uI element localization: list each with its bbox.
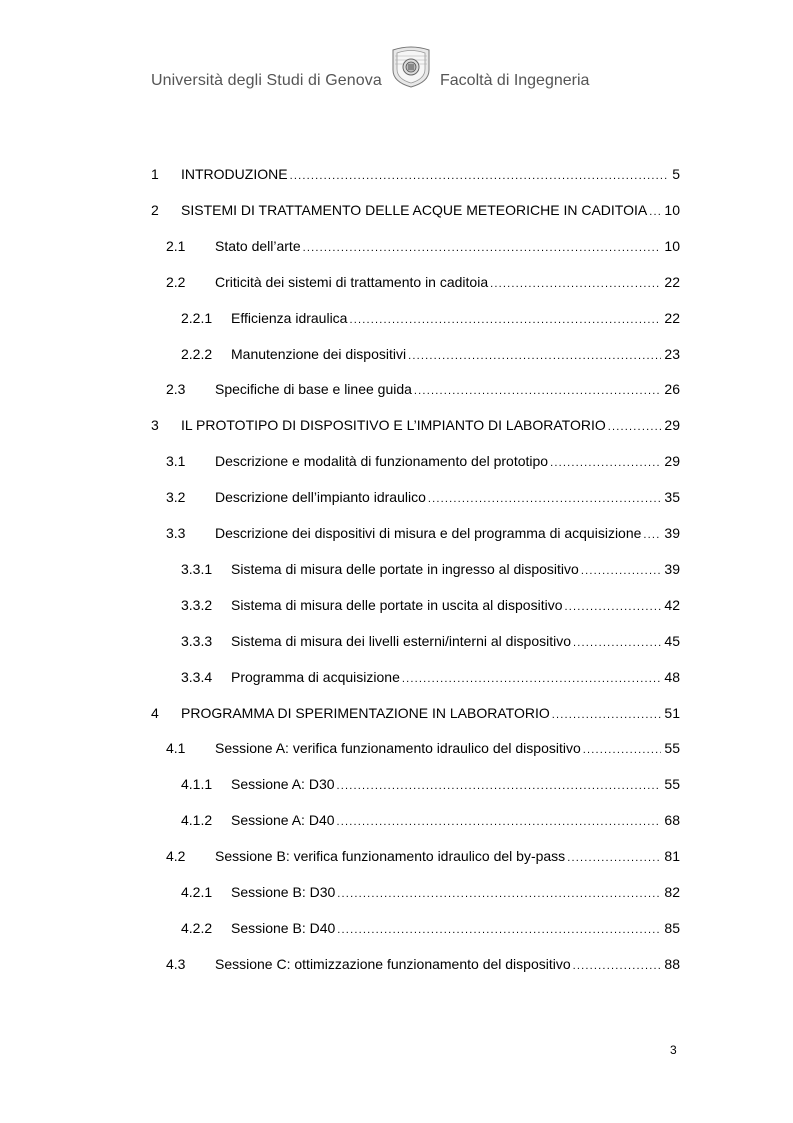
toc-entry-title: INTRODUZIONE [181, 166, 288, 182]
toc-entry[interactable] [0, 596, 680, 614]
toc-leader-dots [490, 275, 661, 291]
toc-leader-dots [567, 849, 661, 865]
toc-entry-title: Stato dell’arte [215, 237, 301, 254]
toc-entry-title: PROGRAMMA DI SPERIMENTAZIONE IN LABORATORIO [181, 704, 550, 721]
toc-entry-number: 3.3.1 [181, 560, 213, 577]
toc-entry-page: 35 [664, 489, 680, 506]
toc-entry-page: 39 [664, 560, 680, 577]
toc-entry-number: 3.3.3 [181, 632, 213, 649]
toc-entry-number: 2.1 [166, 237, 186, 254]
toc-entry[interactable] [0, 632, 680, 650]
toc-entry-title: Sistema di misura dei livelli esterni/interni al dispositivo [231, 632, 572, 649]
toc-leader-dots [337, 885, 661, 901]
toc-entry-page: 23 [664, 345, 680, 362]
toc-entry-title: Sessione C: ottimizzazione funzionamento del dispositivo [215, 955, 571, 972]
toc-leader-dots [643, 526, 661, 542]
toc-entry-page: 22 [664, 273, 680, 290]
toc-entry[interactable] [0, 883, 680, 901]
toc-leader-dots [573, 957, 662, 973]
toc-leader-dots [649, 203, 661, 219]
toc-entry-page: 26 [664, 381, 680, 398]
toc-entry-number: 4.2.2 [181, 919, 213, 936]
toc-leader-dots [337, 813, 662, 829]
toc-entry[interactable] [0, 309, 680, 327]
toc-entry-title: Descrizione dell’impianto idraulico [215, 489, 426, 506]
toc-leader-dots [573, 634, 661, 650]
toc-entry[interactable] [0, 919, 680, 937]
toc-entry-page: 39 [664, 525, 680, 541]
toc-entry-number: 4.1.1 [181, 776, 213, 793]
university-name: Università degli Studi di Genova [151, 72, 382, 89]
toc-entry-number: 1 [151, 166, 159, 182]
toc-leader-dots [337, 777, 662, 793]
toc-entry-page: 10 [664, 237, 680, 254]
toc-leader-dots [565, 598, 662, 614]
toc-entry-title: Manutenzione dei dispositivi [231, 345, 407, 362]
toc-leader-dots [402, 670, 662, 686]
toc-entry-page: 51 [664, 704, 680, 721]
toc-entry-number: 4.1.2 [181, 812, 213, 829]
toc-entry-number: 2.2 [166, 273, 186, 290]
toc-entry-page: 5 [672, 166, 680, 182]
toc-entry-page: 29 [664, 417, 680, 434]
toc-entry-title: Sessione A: verifica funzionamento idraulico del dispositivo [215, 740, 581, 757]
toc-entry-title: Sessione A: D40 [231, 812, 335, 829]
toc-entry-page: 10 [664, 201, 680, 218]
toc-entry-title: Sistema di misura delle portate in uscita al dispositivo [231, 596, 563, 613]
toc-entry[interactable] [0, 739, 680, 757]
toc-entry-title: Sistema di misura delle portate in ingresso al dispositivo [231, 560, 579, 577]
toc-entry[interactable] [0, 201, 680, 219]
toc-entry[interactable] [0, 847, 680, 865]
toc-entry-title: Sessione A: D30 [231, 776, 335, 793]
toc-entry[interactable] [0, 237, 680, 255]
toc-entry-page: 82 [664, 884, 680, 900]
toc-entry-page: 45 [664, 632, 680, 649]
toc-entry[interactable] [0, 380, 680, 398]
toc-entry-number: 4.2 [166, 848, 186, 865]
toc-entry[interactable] [0, 488, 680, 506]
toc-entry[interactable] [0, 524, 680, 542]
toc-entry-page: 81 [664, 848, 680, 865]
toc-entry[interactable] [0, 811, 680, 829]
toc-leader-dots [552, 706, 662, 722]
toc-entry-page: 22 [664, 309, 680, 326]
toc-entry-page: 88 [664, 955, 680, 972]
toc-leader-dots [428, 490, 662, 506]
toc-leader-dots [290, 167, 670, 183]
toc-leader-dots [550, 454, 661, 470]
toc-entry-page: 55 [664, 740, 680, 757]
toc-entry-page: 85 [664, 919, 680, 936]
toc-entry-number: 2.2.2 [181, 345, 213, 362]
toc-entry-number: 4.1 [166, 740, 186, 757]
toc-entry-number: 3.1 [166, 453, 186, 470]
toc-entry-title: Sessione B: D40 [231, 919, 336, 936]
toc-entry-page: 48 [664, 668, 680, 685]
toc-entry-number: 4.2.1 [181, 884, 213, 900]
toc-entry[interactable] [0, 416, 680, 434]
toc-entry-title: SISTEMI DI TRATTAMENTO DELLE ACQUE METEORICHE IN CADITOIA [181, 201, 648, 218]
toc-entry-page: 42 [664, 596, 680, 613]
faculty-name: Facoltà di Ingegneria [440, 72, 590, 89]
toc-leader-dots [303, 239, 662, 255]
toc-entry-title: Efficienza idraulica [231, 309, 348, 326]
toc-entry-number: 3.3.4 [181, 668, 213, 685]
toc-entry[interactable] [0, 345, 680, 363]
toc-leader-dots [581, 562, 662, 578]
toc-entry[interactable] [0, 955, 680, 973]
toc-entry-title: Specifiche di base e linee guida [215, 381, 412, 398]
toc-entry-page: 29 [664, 453, 680, 470]
toc-entry-number: 2 [151, 201, 159, 218]
toc-entry-title: IL PROTOTIPO DI DISPOSITIVO E L’IMPIANTO DI LABORATORIO [181, 417, 606, 434]
toc-entry[interactable] [0, 452, 680, 470]
toc-entry-title: Programma di acquisizione [231, 668, 400, 685]
toc-entry[interactable] [0, 775, 680, 793]
toc-entry[interactable] [0, 273, 680, 291]
toc-entry-number: 3.3 [166, 525, 186, 541]
toc-entry-title: Sessione B: verifica funzionamento idraulico del by-pass [215, 848, 566, 865]
toc-leader-dots [583, 741, 662, 757]
toc-entry-number: 4 [151, 704, 159, 721]
toc-entry-title: Descrizione dei dispositivi di misura e del programma di acquisizione [215, 525, 642, 541]
toc-entry-page: 55 [664, 776, 680, 793]
toc-entry[interactable] [0, 165, 680, 183]
toc-leader-dots [337, 921, 661, 937]
toc-entry[interactable] [0, 704, 680, 722]
toc-leader-dots [608, 418, 662, 434]
toc-entry-number: 3 [151, 417, 159, 434]
toc-leader-dots [408, 347, 661, 363]
toc-leader-dots [414, 382, 662, 398]
toc-entry-number: 2.3 [166, 381, 186, 398]
page-number: 3 [670, 1043, 677, 1057]
toc-entry-title: Descrizione e modalità di funzionamento del prototipo [215, 453, 549, 470]
toc-leader-dots [349, 311, 661, 327]
toc-entry-number: 3.3.2 [181, 596, 213, 613]
toc-entry-title: Criticità dei sistemi di trattamento in caditoia [215, 273, 489, 290]
toc-entry-number: 3.2 [166, 489, 186, 506]
toc-entry-number: 2.2.1 [181, 309, 213, 326]
toc-entry-title: Sessione B: D30 [231, 884, 336, 900]
toc-entry-page: 68 [664, 812, 680, 829]
toc-entry[interactable] [0, 668, 680, 686]
toc-entry-number: 4.3 [166, 955, 186, 972]
toc-entry[interactable] [0, 560, 680, 578]
